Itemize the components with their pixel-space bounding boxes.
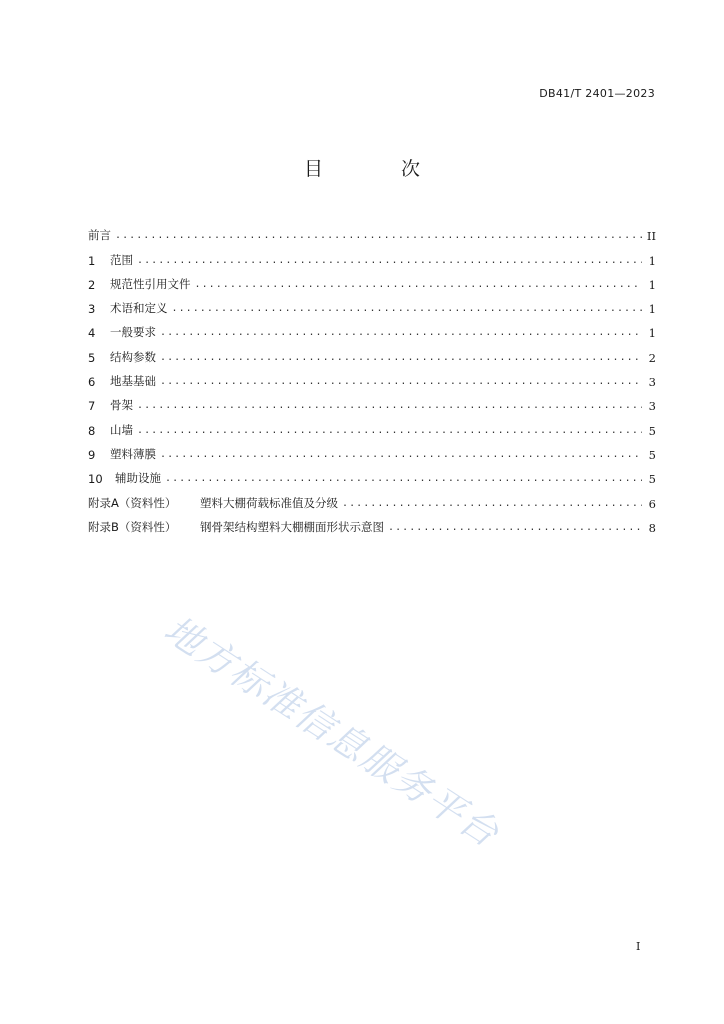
- toc-entry-label: 一般要求: [110, 325, 156, 340]
- toc-entry-number: 7: [88, 399, 96, 414]
- toc-entry-page: 1: [648, 302, 656, 317]
- document-code: DB41/T 2401—2023: [539, 87, 655, 100]
- toc-entry-label: 塑料薄膜: [110, 446, 156, 461]
- toc-entry-label: 塑料大棚荷载标准值及分级: [200, 495, 338, 510]
- toc-entry-label: 钢骨架结构塑料大棚棚面形状示意图: [200, 519, 384, 534]
- toc-entry-normative-references[interactable]: [88, 268, 656, 292]
- toc-entry-gable-wall[interactable]: [88, 413, 656, 437]
- toc-entry-label: 辅助设施: [115, 471, 161, 486]
- toc-dot-leader: [388, 522, 642, 533]
- toc-entry-appendix-b[interactable]: [88, 511, 656, 535]
- toc-entry-page: II: [646, 229, 656, 244]
- toc-entry-number: 5: [88, 350, 96, 365]
- toc-dot-leader: [342, 498, 642, 509]
- toc-entry-page: 2: [648, 350, 656, 365]
- toc-entry-page: 5: [648, 423, 656, 438]
- toc-entry-label: 山墙: [110, 422, 133, 437]
- toc-dot-leader: [137, 425, 642, 436]
- toc-dot-leader: [172, 303, 643, 314]
- toc-entry-page: 6: [648, 496, 656, 511]
- toc-entry-page: 5: [648, 447, 656, 462]
- toc-entry-page: 8: [648, 520, 656, 535]
- toc-dot-leader: [195, 279, 643, 290]
- toc-entry-label: 结构参数: [110, 349, 156, 364]
- toc-entry-structural-parameters[interactable]: [88, 340, 656, 364]
- toc-entry-page: 1: [648, 253, 656, 268]
- toc-entry-auxiliary-facilities[interactable]: [88, 462, 656, 486]
- toc-entry-frame[interactable]: [88, 389, 656, 413]
- table-of-contents: [88, 219, 656, 535]
- toc-dot-leader: [160, 376, 642, 387]
- toc-entry-page: 1: [648, 277, 656, 292]
- toc-entry-terms-definitions[interactable]: [88, 292, 656, 316]
- toc-dot-leader: [137, 255, 642, 266]
- toc-entry-page: 3: [648, 375, 656, 390]
- toc-entry-general-requirements[interactable]: [88, 316, 656, 340]
- toc-dot-leader: [160, 327, 642, 338]
- toc-entry-plastic-film[interactable]: [88, 438, 656, 462]
- page-title: 目 次: [303, 158, 457, 180]
- toc-entry-number: 2: [88, 277, 96, 292]
- toc-entry-page: 5: [648, 472, 656, 487]
- toc-entry-scope[interactable]: [88, 243, 656, 267]
- toc-dot-leader: [165, 473, 642, 484]
- toc-entry-foundation[interactable]: [88, 365, 656, 389]
- toc-entry-number: 8: [88, 423, 96, 438]
- toc-entry-label: 范围: [110, 252, 133, 267]
- toc-entry-page: 3: [648, 399, 656, 414]
- toc-entry-number: 10: [88, 472, 103, 487]
- toc-entry-foreword[interactable]: [88, 219, 656, 243]
- toc-entry-appendix-a[interactable]: [88, 486, 656, 510]
- toc-entry-number: 9: [88, 447, 96, 462]
- toc-dot-leader: [115, 230, 642, 241]
- toc-entry-label: 骨架: [110, 398, 133, 413]
- toc-entry-number: 3: [88, 302, 96, 317]
- toc-entry-number: 1: [88, 253, 96, 268]
- toc-dot-leader: [137, 400, 642, 411]
- page-number: I: [636, 940, 641, 953]
- toc-entry-label: 规范性引用文件: [110, 276, 191, 291]
- toc-entry-label: 前言: [88, 228, 111, 243]
- toc-entry-number: 6: [88, 375, 96, 390]
- toc-entry-label: 地基基础: [110, 374, 156, 389]
- toc-entry-number: 附录A（资料性）: [88, 495, 177, 510]
- watermark: 地方标准信息服务平台: [156, 607, 508, 857]
- toc-entry-number: 4: [88, 326, 96, 341]
- toc-entry-number: 附录B（资料性）: [88, 519, 177, 534]
- toc-entry-label: 术语和定义: [110, 301, 168, 316]
- toc-dot-leader: [160, 449, 642, 460]
- toc-entry-page: 1: [648, 326, 656, 341]
- toc-dot-leader: [160, 352, 642, 363]
